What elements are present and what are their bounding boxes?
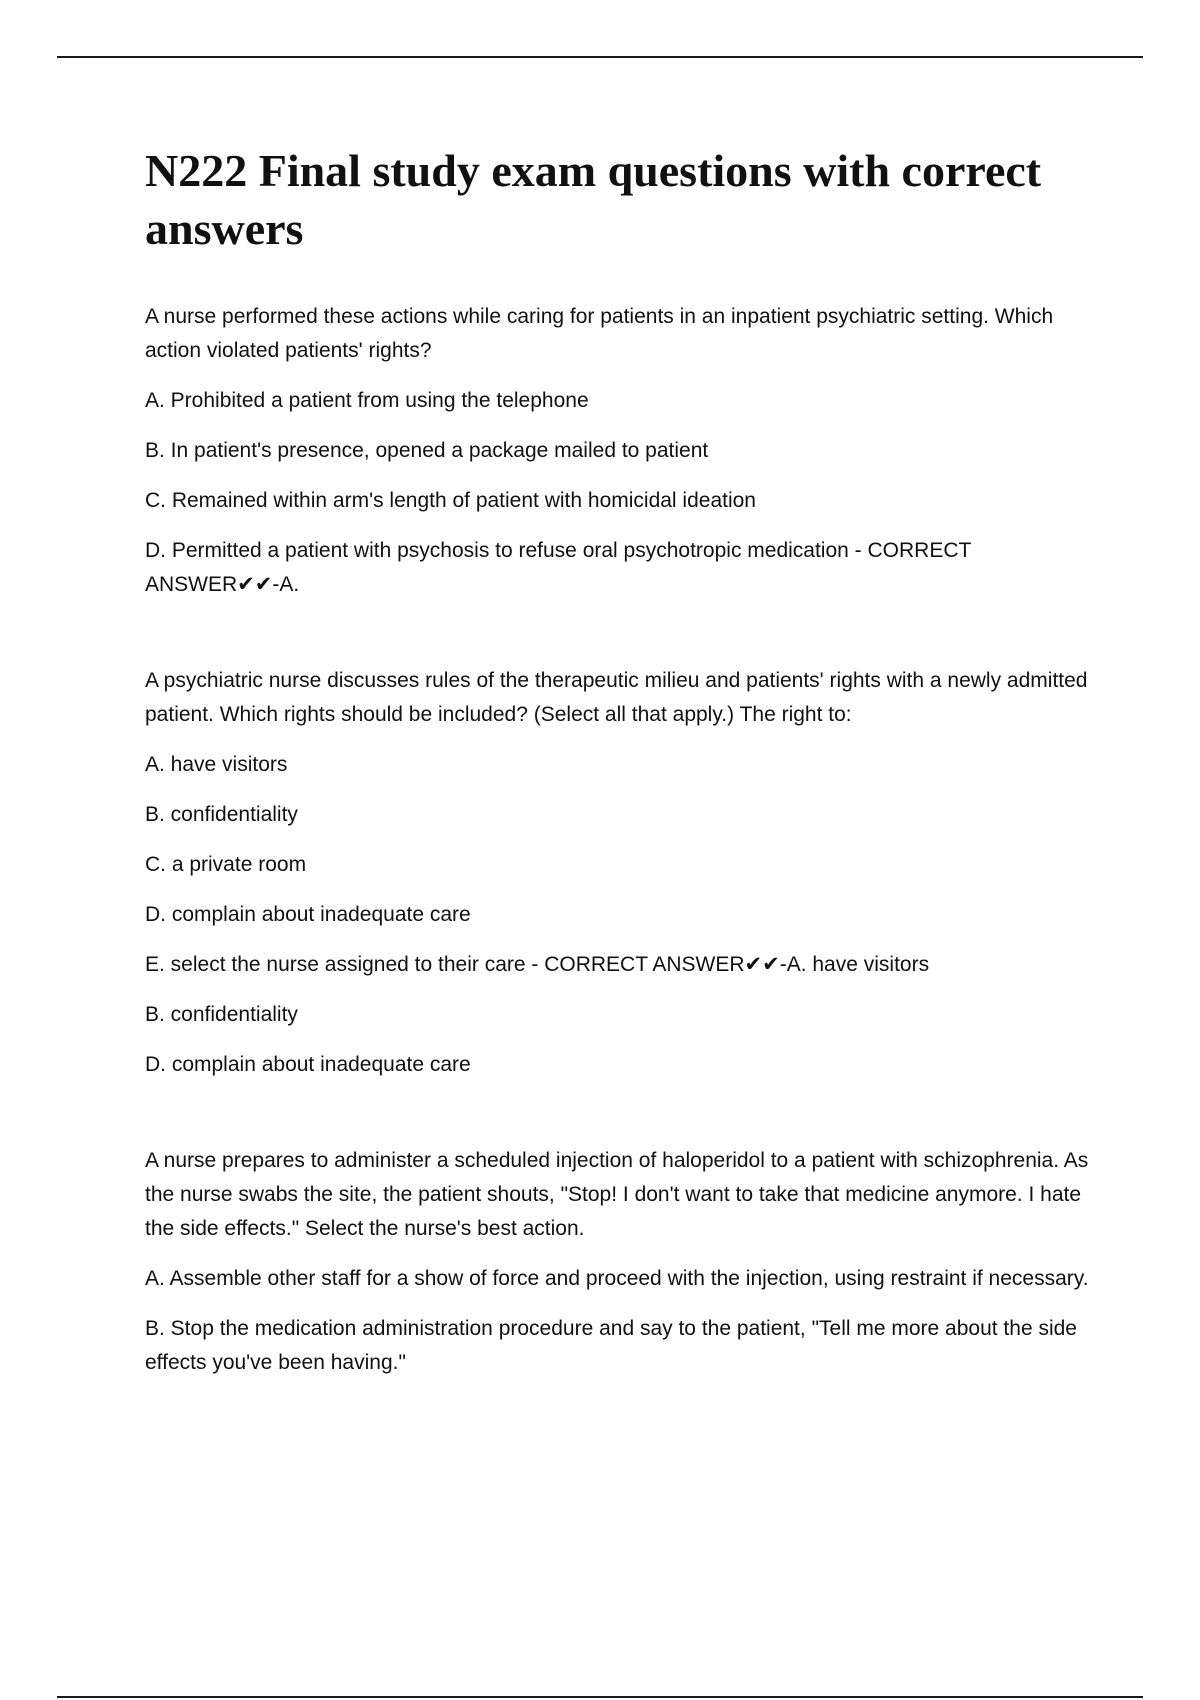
answer-option: C. Remained within arm's length of patient with homicidal ideation [145,489,756,512]
answer-option: B. confidentiality [145,803,298,826]
question-stem: A psychiatric nurse discusses rules of the therapeutic milieu and patients' rights with a newly admitted patient. Which rights should be included? (Select all that apply.) The right to: [145,669,1088,726]
question-2 [145,664,1105,1082]
answer-option: B. In patient's presence, opened a package mailed to patient [145,439,709,462]
answer-option: D. complain about inadequate care [145,903,471,926]
answer-option-with-correct-answer: D. Permitted a patient with psychosis to refuse oral psychotropic medication - CORRECT ANSWER✔✔-A. [145,539,971,596]
answer-option: C. a private room [145,853,307,876]
correct-answer-line: B. confidentiality [145,1003,298,1026]
question-stem: A nurse performed these actions while caring for patients in an inpatient psychiatric setting. Which action violated patients' rights? [145,305,1054,362]
answer-option: A. have visitors [145,753,288,776]
answer-option: A. Prohibited a patient from using the telephone [145,389,589,412]
bottom-rule [57,1696,1143,1698]
question-stem: A nurse prepares to administer a scheduled injection of haloperidol to a patient with schizophrenia. As the nurse swabs the site, the patient shouts, "Stop! I don't want to take that medicine anymore. I hate the side effects." Select the nurse's best action. [145,1149,1089,1240]
answer-option-with-correct-answer: E. select the nurse assigned to their care - CORRECT ANSWER✔✔-A. have visitors [145,953,930,976]
correct-answer-line: D. complain about inadequate care [145,1053,471,1076]
question-1 [145,300,1105,602]
question-3 [145,1144,1105,1380]
document-body [145,142,1105,1380]
document-title: N222 Final study exam questions with correct answers [145,145,1042,254]
top-rule [57,56,1143,58]
answer-option: A. Assemble other staff for a show of force and proceed with the injection, using restraint if necessary. [145,1267,1089,1290]
answer-option: B. Stop the medication administration procedure and say to the patient, "Tell me more about the side effects you've been having." [145,1317,1077,1374]
